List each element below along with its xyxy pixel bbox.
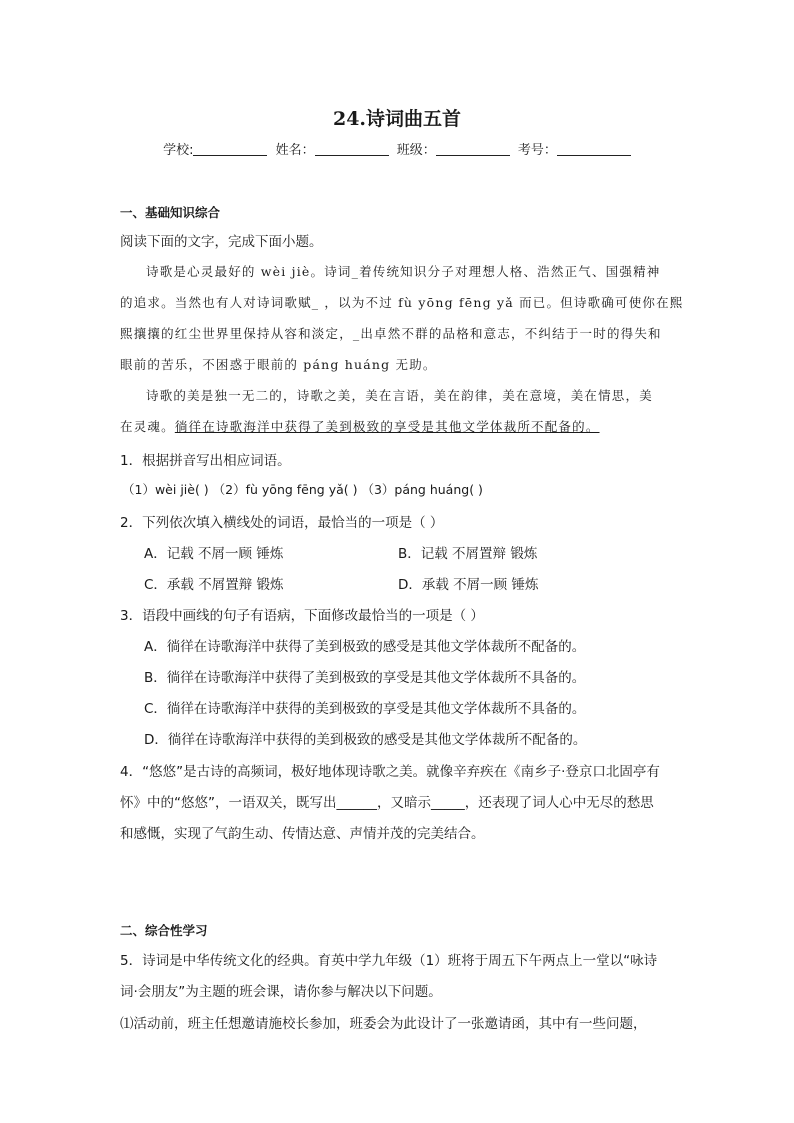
q5-line: 词·会朋友”为主题的班会课，请你参与解决以下问题。 <box>120 984 442 1000</box>
passage-line: 的追求。当然也有人对诗词歌赋_ ，以为不过 fù yōng fēng yǎ 而已。但诗歌确可使你在熙 <box>120 295 684 310</box>
name-label: 姓名： <box>275 143 315 158</box>
class-label: 班级： <box>396 143 436 158</box>
q3-option-d[interactable]: D．徜徉在诗歌海洋中获得的美到极致的感受是其他文学体裁所不配备的。 <box>144 732 587 748</box>
passage-line: 诗歌的美是独一无二的，诗歌之美，美在言语，美在韵律，美在意境，美在情思，美 <box>146 388 653 403</box>
q1-stem: 1．根据拼音写出相应词语。 <box>120 453 291 469</box>
name-blank[interactable] <box>315 141 389 156</box>
q1-items: （1）wèi jiè( ) （2）fù yōng fēng yǎ( ) （3）páng huáng( ) <box>122 482 483 497</box>
section-heading-basic: 一、基础知识综合 <box>120 205 221 220</box>
q5-line: 5．诗词是中华传统文化的经典。育英中学九年级（1）班将于周五下午两点上一堂以“咏诗 <box>120 953 658 969</box>
exam-no-blank[interactable] <box>557 141 631 156</box>
q2-stem: 2．下列依次填入横线处的词语，最恰当的一项是（ ） <box>120 515 444 531</box>
q2-option-b[interactable]: B．记载 不屑置辩 锻炼 <box>398 546 538 562</box>
section-heading-comprehensive: 二、综合性学习 <box>120 923 208 938</box>
q2-option-a[interactable]: A．记载 不屑一顾 锤炼 <box>144 546 284 562</box>
exam-no-label: 考号： <box>517 143 557 158</box>
school-blank[interactable] <box>193 141 267 156</box>
school-label: 学校: <box>163 143 194 158</box>
q5-line: ⑴活动前，班主任想邀请施校长参加，班委会为此设计了一张邀请函，其中有一些问题， <box>120 1016 647 1032</box>
q3-option-b[interactable]: B．徜徉在诗歌海洋中获得了美到极致的享受是其他文学体裁所不具备的。 <box>144 670 586 686</box>
student-info-line <box>0 139 794 158</box>
page-title: 24.诗词曲五首 <box>332 108 462 130</box>
class-blank[interactable] <box>436 141 510 156</box>
passage-line: 诗歌是心灵最好的 wèi jiè。诗词_着传统知识分子对理想人格、浩然正气、国强精神 <box>146 264 661 279</box>
q2-option-d[interactable]: D．承载 不屑一顾 锤炼 <box>398 577 539 593</box>
passage-line: 熙攘攘的红尘世界里保持从容和淡定，_出卓然不群的品格和意志，不纠结于一时的得失和 <box>120 326 662 341</box>
q3-option-c[interactable]: C．徜徉在诗歌海洋中获得的美到极致的享受是其他文学体裁所不具备的。 <box>144 701 586 717</box>
q3-option-a[interactable]: A．徜徉在诗歌海洋中获得了美到极致的感受是其他文学体裁所不配备的。 <box>144 639 586 655</box>
reading-instruction: 阅读下面的文字，完成下面小题。 <box>120 234 323 250</box>
underlined-sentence: 徜徉在诗歌海洋中获得了美到极致的享受是其他文学体裁所不配备的。 <box>174 419 600 434</box>
passage-line-end: 在灵魂。 <box>120 419 175 434</box>
q4-line: 4．“悠悠”是古诗的高频词，极好地体现诗歌之美。就像辛弃疾在《南乡子·登京口北固亭有 <box>120 764 660 780</box>
q2-option-c[interactable]: C．承载 不屑置辩 锻炼 <box>144 577 284 593</box>
q4-line: 怀》中的“悠悠”，一语双关，既写出______，又暗示_____，还表现了词人心中无尽的愁思 <box>120 795 654 811</box>
q4-line: 和感慨，实现了气韵生动、传情达意、声情并茂的完美结合。 <box>120 826 485 842</box>
passage-line <box>120 417 672 435</box>
passage-line: 眼前的苦乐，不困惑于眼前的 páng huáng 无助。 <box>120 357 437 372</box>
q3-stem: 3．语段中画线的句子有语病，下面修改最恰当的一项是（ ） <box>120 608 484 624</box>
